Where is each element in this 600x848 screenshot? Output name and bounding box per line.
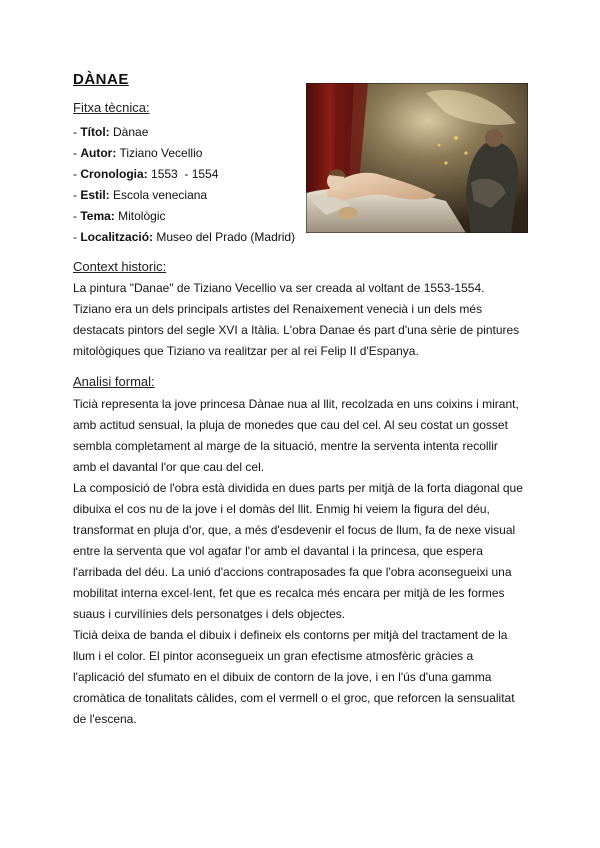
page-title: DÀNAE (73, 71, 129, 88)
text-line: transformat en pluja d'or, que, a més d'esdevenir el focus de llum, fa de nexe visual (73, 523, 516, 537)
fitxa-row-titol: - Títol: Dànae (73, 125, 149, 139)
fitxa-row-estil: - Estil: Escola veneciana (73, 188, 208, 202)
text-line: l'arribada del déu. La unió d'accions contraposades fa que l'obra aconsegueixi una (73, 565, 512, 579)
fitxa-value: Dànae (113, 125, 149, 139)
text-line: llum i el color. El pintor aconsegueix un gran efectisme atmosfèric gràcies a (73, 649, 474, 663)
fitxa-value: Escola veneciana (113, 188, 208, 202)
fitxa-value: Museo del Prado (Madrid) (156, 230, 296, 244)
text-line: de l'escena. (73, 712, 137, 726)
text-line: destacats pintors del segle XVI a Itàlia. L'obra Danae és part d'una sèrie de pintures (73, 323, 520, 337)
danae-painting-image (306, 83, 528, 233)
text-line: La pintura "Danae" de Tiziano Vecellio va ser creada al voltant de 1553-1554. (73, 281, 485, 295)
text-line: Tiziano era un dels principals artistes del Renaixement venecià i un dels més (73, 302, 483, 316)
fitxa-row-localitzacio: - Localització: Museo del Prado (Madrid) (73, 230, 296, 244)
text-line: amb actitud sensual, la pluja de monedes que cau del cel. Al seu costat un gosset (73, 418, 508, 432)
text-line: cromàtica de tonalitats càlides, com el vermell o el groc, que reforcen la sensualitat (73, 691, 515, 705)
fitxa-value: 1553 - 1554 (151, 167, 219, 181)
context-heading: Context historic: (73, 259, 167, 274)
fitxa-label: Títol: (80, 125, 110, 139)
fitxa-row-cronologia: - Cronologia: 1553 - 1554 (73, 167, 219, 181)
text-line: mitològiques que Tiziano va realitzar per al rei Felip II d'Espanya. (73, 344, 419, 358)
text-line: La composició de l'obra està dividida en dues parts per mitjà de la forta diagonal que (73, 481, 523, 495)
text-line: l'aplicació del sfumato en el dibuix de contorn de la jove, i en l'ús d'una gamma (73, 670, 492, 684)
fitxa-row-autor: - Autor: Tiziano Vecellio (73, 146, 203, 160)
text-line: dibuixa el cos nu de la jove i el domàs del llit. Enmig hi veiem la figura del déu, (73, 502, 490, 516)
fitxa-label: Localització: (80, 230, 154, 244)
text-line: sembla completament al marge de la situació, mentre la serventa intenta recollir (73, 439, 498, 453)
text-line: suaus i curvilínies dels personatges i dels objectes. (73, 607, 346, 621)
analisi-paragraph (73, 394, 533, 730)
fitxa-label: Estil: (80, 188, 110, 202)
fitxa-value: Mitològic (118, 209, 166, 223)
text-line: amb el davantal l'or que cau del cel. (73, 460, 265, 474)
analisi-heading: Analisi formal: (73, 374, 155, 389)
fitxa-label: Autor: (80, 146, 117, 160)
fitxa-row-tema: - Tema: Mitològic (73, 209, 166, 223)
text-line: mobilitat interna excel·lent, fet que es recalca més encara per mitjà de les formes (73, 586, 505, 600)
fitxa-heading: Fitxa tècnica: (73, 100, 150, 115)
text-line: entre la serventa que vol agafar l'or amb el davantal i la princesa, que espera (73, 544, 483, 558)
fitxa-label: Tema: (80, 209, 115, 223)
text-line: Ticià deixa de banda el dibuix i defineix els contorns per mitjà del tractament de la (73, 628, 508, 642)
fitxa-label: Cronologia: (80, 167, 148, 181)
fitxa-list (73, 122, 295, 248)
text-line: Ticià representa la jove princesa Dànae nua al llit, recolzada en uns coixins i mirant, (73, 397, 519, 411)
context-paragraph (73, 278, 533, 362)
fitxa-value: Tiziano Vecellio (119, 146, 203, 160)
